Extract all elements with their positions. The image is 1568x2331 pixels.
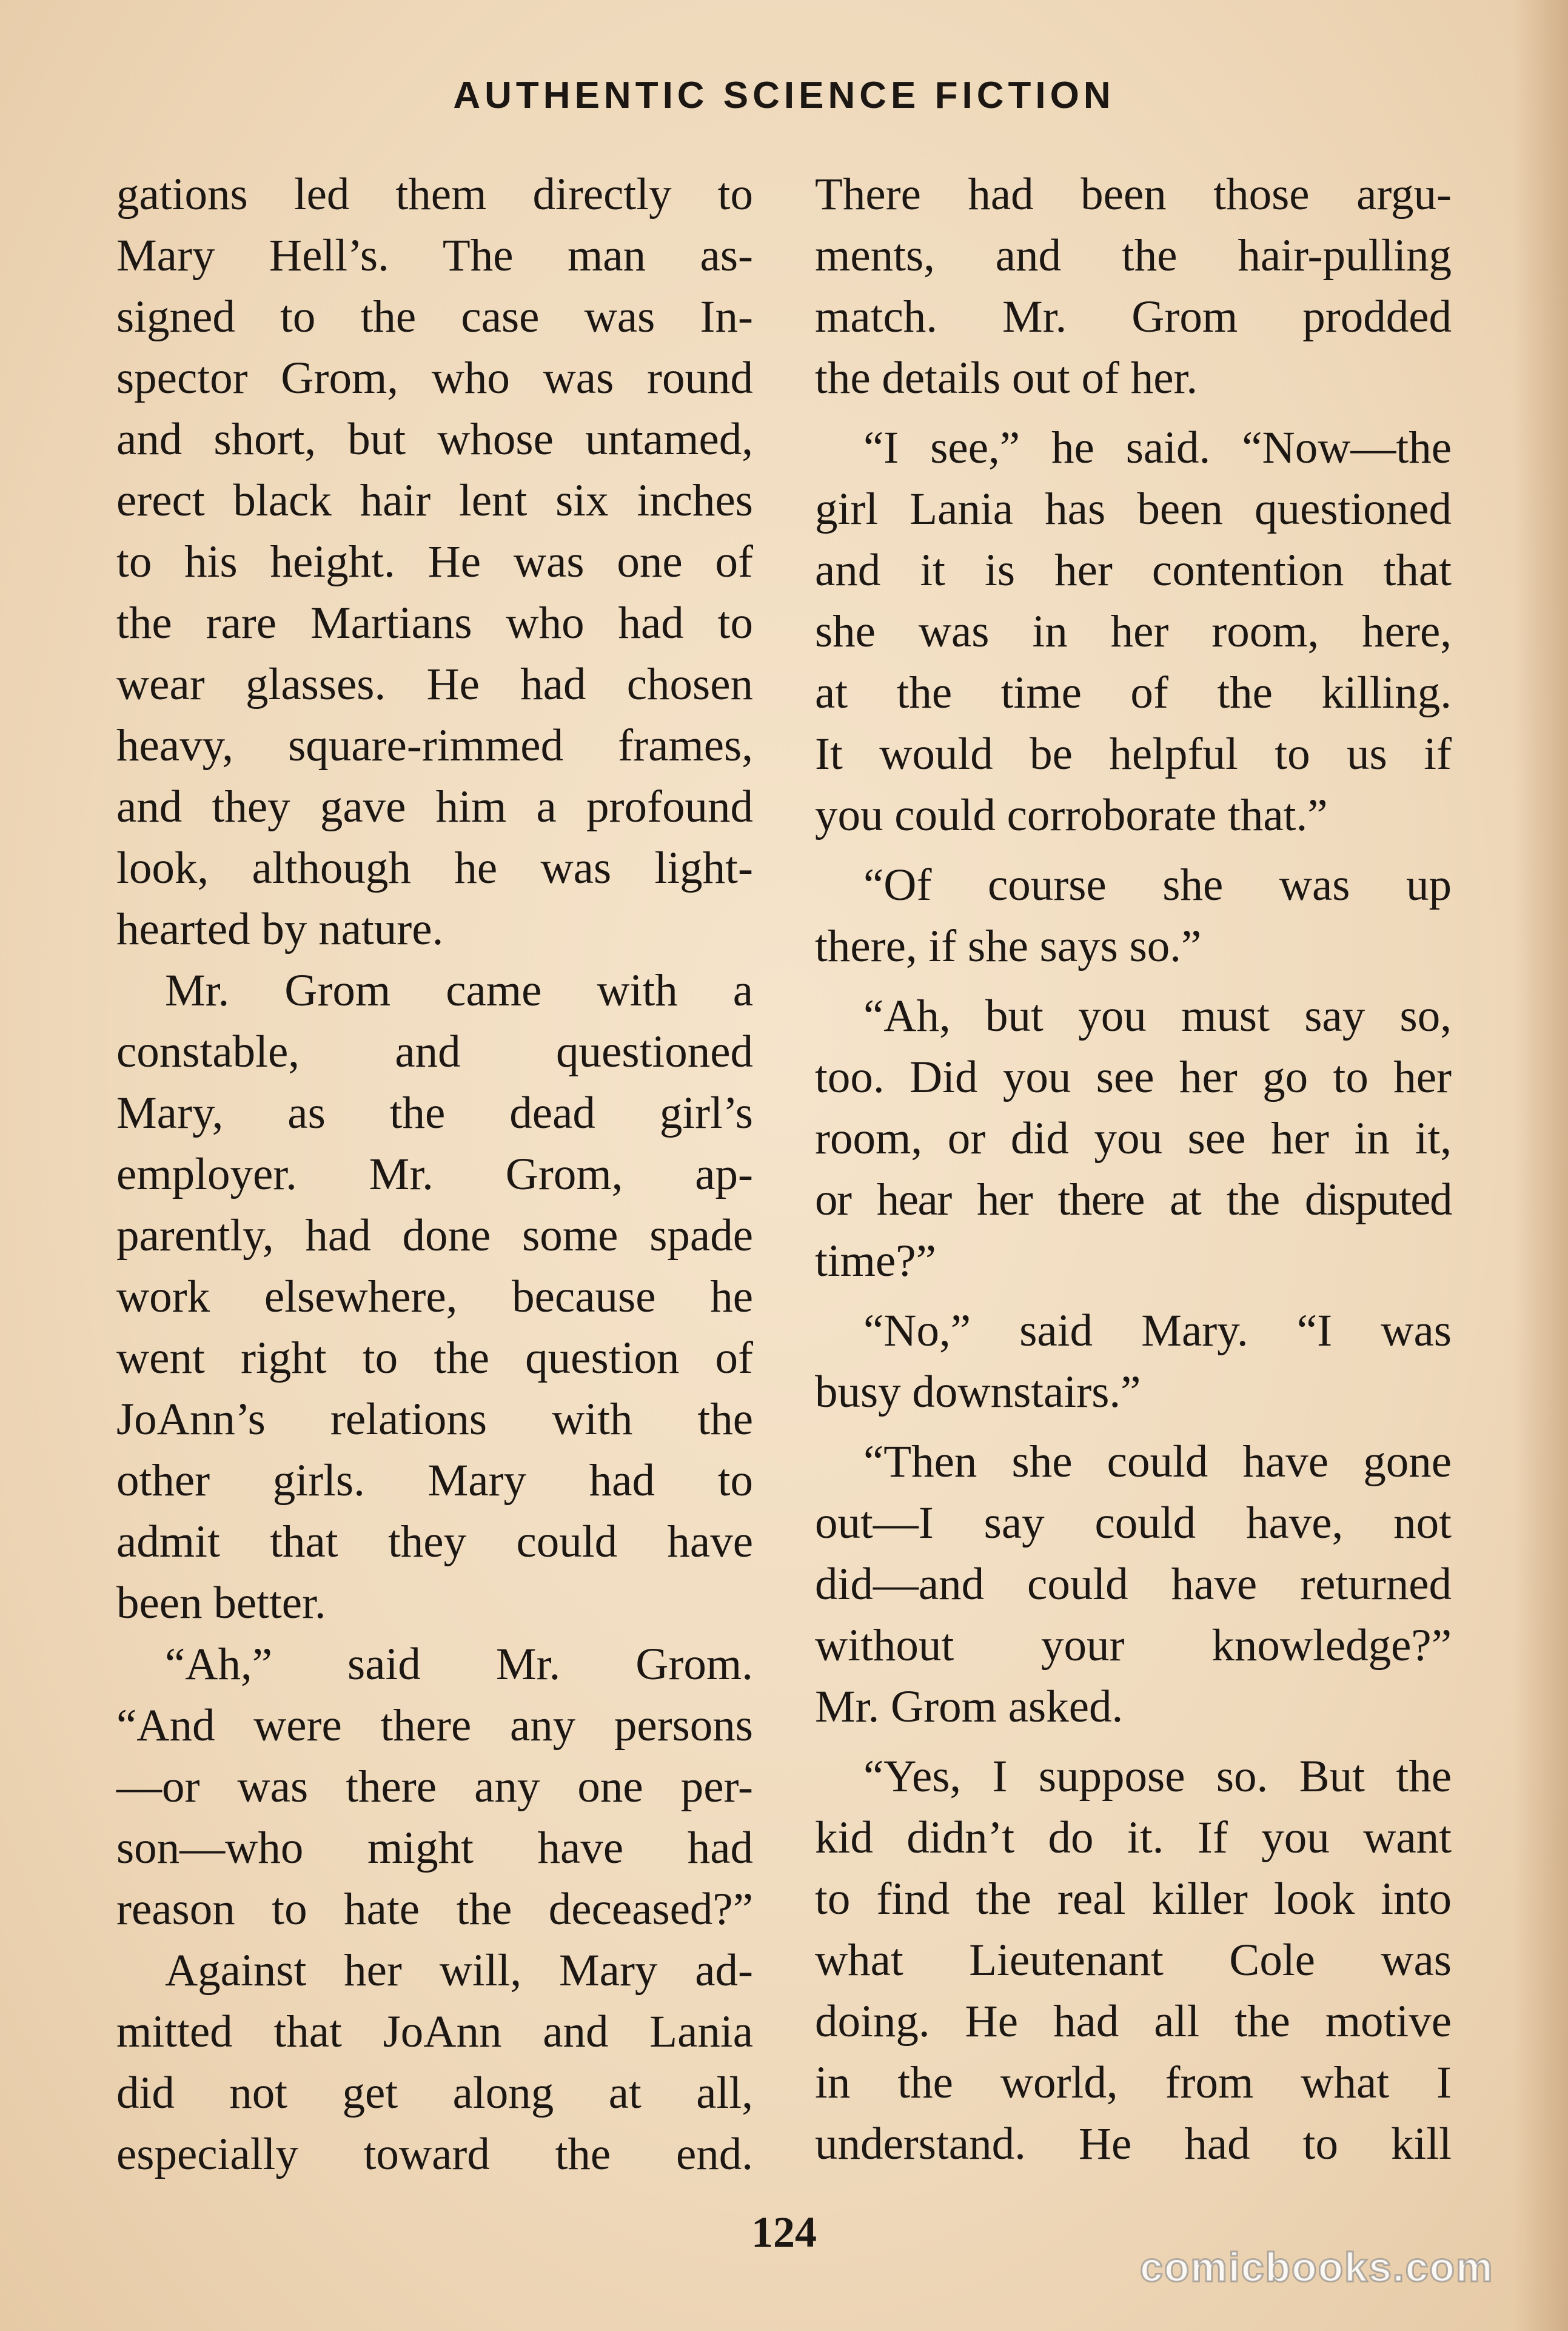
- text-line: especially toward the end.: [116, 2129, 753, 2179]
- text-line: there, if she says so.”: [815, 921, 1202, 971]
- text-line: without your knowledge?”: [815, 1620, 1452, 1671]
- text-line: look, although he was light-: [116, 843, 753, 893]
- text-line: been better.: [116, 1578, 326, 1628]
- text-line: admit that they could have: [116, 1517, 753, 1567]
- right-column: [815, 164, 1452, 2175]
- text-line: room, or did you see her in it,: [815, 1113, 1452, 1164]
- text-line: “Ah, but you must say so,: [863, 991, 1452, 1041]
- text-line: Mary, as the dead girl’s: [116, 1088, 753, 1138]
- text-line: son—who might have had: [116, 1823, 753, 1873]
- text-line: went right to the question of: [116, 1333, 753, 1383]
- text-line: she was in her room, here,: [815, 606, 1452, 657]
- text-line: in the world, from what I: [815, 2058, 1452, 2108]
- text-line: girl Lania has been questioned: [815, 484, 1452, 534]
- text-line: out—I say could have, not: [815, 1498, 1452, 1548]
- text-line: gations led them directly to: [116, 169, 753, 220]
- text-line: heavy, square-rimmed frames,: [116, 720, 753, 771]
- text-line: Mr. Grom came with a: [165, 965, 753, 1016]
- text-line: “No,” said Mary. “I was: [863, 1306, 1452, 1356]
- text-line: There had been those argu-: [815, 169, 1452, 220]
- text-line: reason to hate the deceased?”: [116, 1884, 753, 1934]
- running-head: AUTHENTIC SCIENCE FICTION: [453, 75, 1115, 116]
- text-line: the details out of her.: [815, 353, 1198, 403]
- text-line: busy downstairs.”: [815, 1367, 1141, 1417]
- text-line: you could corroborate that.”: [815, 790, 1328, 840]
- text-line: “I see,” he said. “Now—the: [863, 423, 1452, 473]
- text-line: to his height. He was one of: [116, 537, 753, 587]
- text-line: and they gave him a profound: [116, 782, 753, 832]
- text-line: to find the real killer look into: [815, 1874, 1452, 1924]
- text-line: did not get along at all,: [116, 2068, 753, 2118]
- page-number: 124: [751, 2208, 817, 2256]
- text-line: the rare Martians who had to: [116, 598, 753, 648]
- page-edge-shadow: [1513, 0, 1568, 2331]
- text-line: understand. He had to kill: [815, 2119, 1452, 2169]
- text-line: Mr. Grom asked.: [815, 1682, 1124, 1732]
- text-line: and short, but whose untamed,: [116, 414, 753, 465]
- text-line: did—and could have returned: [815, 1559, 1452, 1609]
- text-line: match. Mr. Grom prodded: [815, 292, 1452, 342]
- text-line: time?”: [815, 1236, 936, 1286]
- watermark: comicbooks.com: [1140, 2244, 1494, 2290]
- text-line: work elsewhere, because he: [116, 1272, 753, 1322]
- text-line: other girls. Mary had to: [116, 1455, 753, 1506]
- text-line: It would be helpful to us if: [815, 729, 1452, 779]
- text-line: kid didn’t do it. If you want: [815, 1813, 1452, 1863]
- text-line: “Then she could have gone: [863, 1437, 1452, 1487]
- text-line: too. Did you see her go to her: [815, 1052, 1452, 1102]
- text-line: Mary Hell’s. The man as-: [116, 230, 753, 281]
- text-line: Against her will, Mary ad-: [165, 1945, 753, 1996]
- text-line: spector Grom, who was round: [116, 353, 753, 403]
- text-line: constable, and questioned: [116, 1027, 753, 1077]
- text-line: parently, had done some spade: [116, 1210, 753, 1261]
- text-line: or hear her there at the disputed: [815, 1175, 1452, 1225]
- text-line: at the time of the killing.: [815, 668, 1452, 718]
- text-line: “Yes, I suppose so. But the: [863, 1751, 1452, 1802]
- left-column: [116, 164, 753, 2185]
- text-line: wear glasses. He had chosen: [116, 659, 753, 709]
- text-line: ments, and the hair-pulling: [815, 230, 1452, 281]
- text-line: JoAnn’s relations with the: [116, 1394, 753, 1444]
- text-line: “Ah,” said Mr. Grom.: [165, 1639, 753, 1689]
- text-line: “And were there any persons: [116, 1700, 753, 1751]
- text-line: and it is her contention that: [815, 545, 1452, 595]
- text-line: employer. Mr. Grom, ap-: [116, 1149, 753, 1199]
- text-line: mitted that JoAnn and Lania: [116, 2007, 753, 2057]
- text-line: signed to the case was In-: [116, 292, 753, 342]
- text-line: erect black hair lent six inches: [116, 475, 753, 526]
- text-line: hearted by nature.: [116, 904, 444, 954]
- text-line: —or was there any one per-: [116, 1762, 753, 1812]
- text-line: doing. He had all the motive: [815, 1996, 1452, 2047]
- text-line: “Of course she was up: [863, 860, 1452, 910]
- text-line: what Lieutenant Cole was: [815, 1935, 1452, 1985]
